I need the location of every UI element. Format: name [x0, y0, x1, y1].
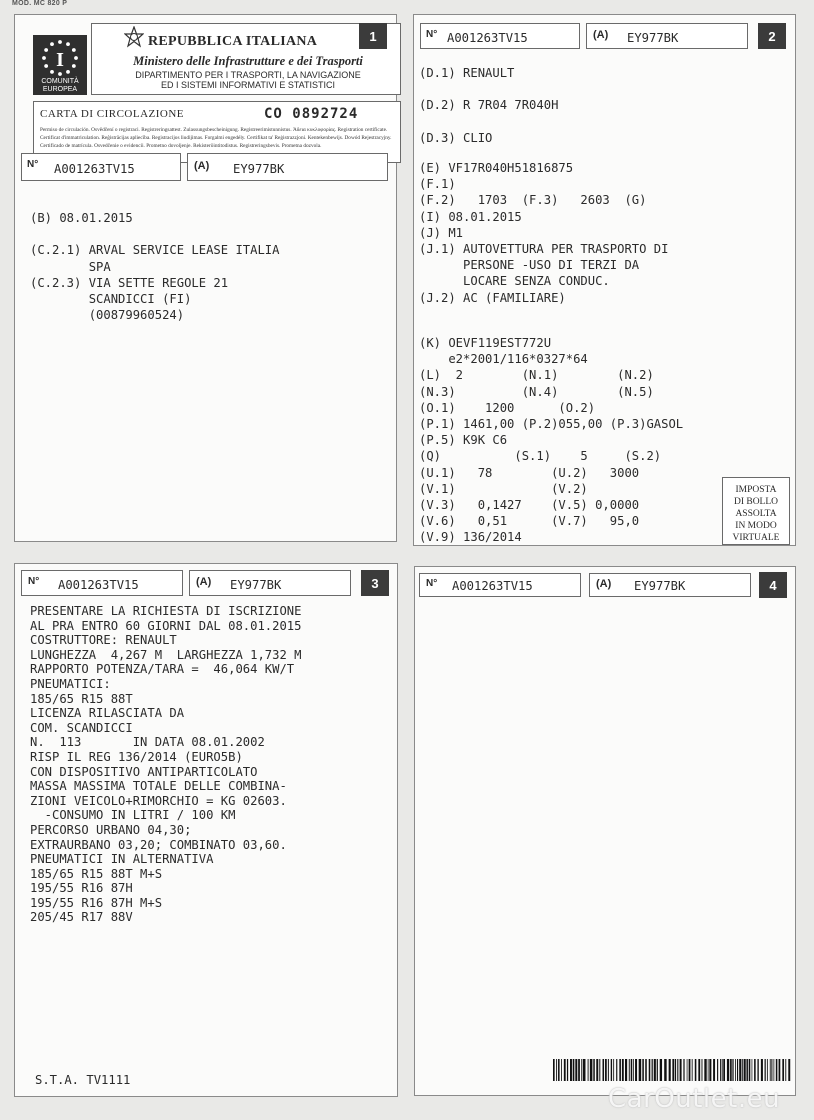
- barcode-bar: [708, 1059, 709, 1081]
- barcode-bar: [737, 1059, 738, 1081]
- barcode-bar: [770, 1059, 771, 1081]
- eu-star: [72, 48, 76, 52]
- technical-line: (V.1) (V.2): [419, 481, 588, 496]
- plate-box: [589, 573, 751, 597]
- note-line: AL PRA ENTRO 60 GIORNI DAL 08.01.2015: [30, 618, 302, 633]
- barcode-bar: [631, 1059, 633, 1081]
- barcode-bar: [709, 1059, 711, 1081]
- barcode-bar: [727, 1059, 729, 1081]
- barcode-bar: [583, 1059, 585, 1081]
- plate-box: [586, 23, 748, 49]
- note-line: COM. SCANDICCI: [30, 720, 133, 735]
- barcode-bar: [629, 1059, 630, 1081]
- plate-label: (A): [596, 578, 612, 590]
- barcode-bar: [732, 1059, 733, 1081]
- sta-footer: S.T.A. TV1111: [35, 1073, 131, 1087]
- doc-number-label: N°: [28, 576, 40, 587]
- barcode-bar: [702, 1059, 703, 1081]
- plate-box: [187, 153, 388, 181]
- barcode-bar: [788, 1059, 790, 1081]
- note-line: 185/65 R15 88T M+S: [30, 866, 163, 881]
- holder-line: SPA: [30, 259, 111, 274]
- technical-data-section: [419, 335, 683, 546]
- make-line: [419, 114, 558, 130]
- make-line: [419, 81, 558, 97]
- note-line: PNEUMATICI:: [30, 676, 111, 691]
- imposta-line: IMPOSTA: [735, 485, 777, 495]
- plate-value: EY977BK: [233, 162, 285, 176]
- eu-star: [42, 56, 46, 60]
- holder-line: (00879960524): [30, 308, 185, 323]
- barcode-bar: [689, 1059, 691, 1081]
- barcode-bar: [622, 1059, 624, 1081]
- barcode-bar: [596, 1059, 598, 1081]
- barcode-bar: [683, 1059, 684, 1081]
- technical-line: (O.1) 1200 (O.2): [419, 400, 596, 415]
- barcode-bar: [605, 1059, 607, 1081]
- identity-line: (J.1) AUTOVETTURA PER TRASPORTO DI: [419, 242, 669, 257]
- barcode-bar: [785, 1059, 786, 1081]
- eu-star: [66, 42, 70, 46]
- barcode-bar: [581, 1059, 582, 1081]
- doc-number-box: [419, 573, 581, 597]
- note-line: LICENZA RILASCIATA DA: [30, 706, 185, 721]
- note-line: EXTRAURBANO 03,20; COMBINATO 03,60.: [30, 837, 287, 852]
- doc-number-value: A001263TV15: [54, 162, 135, 176]
- barcode-bar: [645, 1059, 647, 1081]
- note-line: N. 113 IN DATA 08.01.2002: [30, 735, 265, 750]
- holder-line: (C.2.1) ARVAL SERVICE LEASE ITALIA: [30, 243, 280, 258]
- identity-line: (F.2) 1703 (F.3) 2603 (G): [419, 193, 647, 208]
- barcode-graphic: [553, 1059, 791, 1081]
- barcode-bar: [722, 1059, 723, 1081]
- barcode-bar: [660, 1059, 662, 1081]
- technical-line: e2*2001/116*0327*64: [419, 352, 588, 367]
- department-line1: DIPARTIMENTO PER I TRASPORTI, LA NAVIGAZIONE: [135, 70, 361, 80]
- eu-star: [50, 70, 54, 74]
- carta-number: CO 0892724: [264, 106, 359, 122]
- barcode-bar: [635, 1059, 637, 1081]
- barcode-bar: [556, 1059, 557, 1081]
- republic-title: REPUBBLICA ITALIANA: [148, 34, 318, 49]
- note-line: MASSA MASSIMA TOTALE DELLE COMBINA-: [30, 779, 287, 794]
- imposta-line: DI BOLLO: [733, 497, 779, 507]
- barcode-bar: [774, 1059, 775, 1081]
- ministry-header: [91, 23, 401, 95]
- page-1: [14, 14, 397, 542]
- watermark-text: CarOutlet.eu: [608, 1084, 781, 1114]
- note-line: -CONSUMO IN LITRI / 100 KM: [30, 808, 236, 823]
- barcode-bar: [717, 1059, 718, 1081]
- note-line: RAPPORTO POTENZA/TARA = 46,064 KW/T: [30, 662, 295, 677]
- note-line: RISP IL REG 136/2014 (EURO5B): [30, 749, 243, 764]
- holder-section: [30, 210, 279, 323]
- eu-star: [44, 48, 48, 52]
- vehicle-make-section: [419, 65, 558, 146]
- doc-number-box: [21, 153, 181, 181]
- barcode-bar: [779, 1059, 781, 1081]
- barcode-bar: [739, 1059, 741, 1081]
- page-number-badge: 2: [758, 23, 786, 49]
- eu-star: [50, 42, 54, 46]
- doc-number-value: A001263TV15: [447, 31, 528, 45]
- barcode-bar: [625, 1059, 627, 1081]
- barcode-bar: [611, 1059, 612, 1081]
- plate-label: (A): [196, 576, 212, 588]
- barcode-bar: [771, 1059, 772, 1081]
- barcode-bar: [570, 1059, 572, 1081]
- barcode-bar: [698, 1059, 700, 1081]
- make-line: (D.2) R 7R04 7R040H: [419, 98, 559, 113]
- barcode-bar: [742, 1059, 743, 1081]
- barcode-bar: [677, 1059, 678, 1081]
- barcode-bar: [680, 1059, 682, 1081]
- page-2: [413, 14, 796, 546]
- note-line: PRESENTARE LA RICHIESTA DI ISCRIZIONE: [30, 604, 302, 618]
- holder-line: (B) 08.01.2015: [30, 211, 133, 225]
- technical-line: (P.1) 1461,00 (P.2)055,00 (P.3)GASOL: [419, 417, 684, 432]
- page-4: [414, 566, 796, 1096]
- barcode-bar: [713, 1059, 715, 1081]
- barcode-bar: [578, 1059, 580, 1081]
- eu-star: [58, 72, 62, 76]
- page-number-badge: 3: [361, 570, 389, 596]
- barcode-bar: [767, 1059, 768, 1081]
- barcode-bar: [675, 1059, 676, 1081]
- holder-line: SCANDICCI (FI): [30, 292, 192, 307]
- technical-line: (L) 2 (N.1) (N.2): [419, 368, 654, 383]
- barcode-bar: [573, 1059, 575, 1081]
- barcode-bar: [752, 1059, 753, 1081]
- italian-emblem-icon: [124, 26, 144, 50]
- doc-number-value: A001263TV15: [452, 579, 533, 593]
- holder-line: [30, 226, 279, 242]
- doc-number-box: [420, 23, 580, 49]
- note-line: COSTRUTTORE: RENAULT: [30, 633, 177, 648]
- barcode-bar: [599, 1059, 600, 1081]
- barcode-bar: [704, 1059, 706, 1081]
- barcode-bar: [553, 1059, 555, 1081]
- barcode-bar: [588, 1059, 589, 1081]
- vehicle-identity-section: [419, 160, 668, 306]
- page-number-badge: 1: [359, 23, 387, 49]
- imposta-line: IN MODO: [735, 521, 777, 531]
- technical-line: (V.3) 0,1427 (V.5) 0,0000: [419, 498, 640, 513]
- carta-title: CARTA DI CIRCOLAZIONE: [40, 108, 185, 120]
- identity-line: PERSONE -USO DI TERZI DA: [419, 258, 640, 273]
- identity-line: (F.1): [419, 177, 456, 192]
- barcode-bar: [633, 1059, 634, 1081]
- barcode-bar: [590, 1059, 593, 1081]
- note-line: LUNGHEZZA 4,267 M LARGHEZZA 1,732 M: [30, 647, 302, 662]
- ministry-name: Ministero delle Infrastrutture e dei Trasporti: [133, 54, 363, 68]
- barcode-bar: [561, 1059, 562, 1081]
- imposta-line: VIRTUALE: [732, 533, 780, 543]
- page-3: [14, 563, 398, 1097]
- technical-line: (V.6) 0,51 (V.7) 95,0: [419, 514, 640, 529]
- doc-number-box: [21, 570, 183, 596]
- barcode-bar: [608, 1059, 609, 1081]
- page-number-badge: 4: [759, 572, 787, 598]
- plate-value: EY977BK: [634, 579, 686, 593]
- technical-line: (K) OEVF119EST772U: [419, 336, 552, 350]
- eu-caption-line1: COMUNITÀ: [41, 78, 79, 85]
- barcode-bar: [723, 1059, 725, 1081]
- identity-line: (J) M1: [419, 225, 464, 240]
- barcode-bar: [616, 1059, 617, 1081]
- doc-number-label: N°: [426, 29, 438, 40]
- barcode-bar: [558, 1059, 560, 1081]
- barcode-bar: [672, 1059, 674, 1081]
- barcode-bar: [664, 1059, 666, 1081]
- eu-star: [44, 64, 48, 68]
- eu-flag-emblem: [33, 35, 87, 95]
- barcode-bar: [593, 1059, 595, 1081]
- note-line: ZIONI VEICOLO+RIMORCHIO = KG 02603.: [30, 793, 287, 808]
- eu-star: [58, 40, 62, 44]
- barcode-bar: [746, 1059, 747, 1081]
- note-line: CON DISPOSITIVO ANTIPARTICOLATO: [30, 764, 258, 779]
- eu-country-letter: I: [56, 49, 64, 71]
- doc-number-label: N°: [426, 578, 438, 589]
- barcode-bar: [639, 1059, 642, 1081]
- note-line: 205/45 R17 88V: [30, 910, 133, 925]
- make-line: (D.1) RENAULT: [419, 66, 515, 80]
- barcode-bar: [754, 1059, 756, 1081]
- technical-line: (P.5) K9K C6: [419, 433, 508, 448]
- barcode-bar: [735, 1059, 736, 1081]
- holder-line: (C.2.3) VIA SETTE REGOLE 21: [30, 275, 229, 290]
- note-line: 185/65 R15 88T: [30, 691, 133, 706]
- barcode-bar: [757, 1059, 758, 1081]
- multilingual-title-text: Permiso de circulación. Osvědčení o registraci. Registreringsattest. Zulassungsbescheinigung. Registreerimistunnistus. Άδεια κυκλοφορίας. Registration certificate. Certificat d'immatriculation. Reģistrācijas apliecība. Registracijos liudijimas. Forgalmi engedély. Certifikat ta' Reġistrazzjoni. Kentekenbewijs. Dowód Rejestracyjny. Certificado de matrícula. Osvedčenie o evidencii. Prometno dovoljenje. Rekisteröintitodistus. Registreringsbevis. Prometna dozvola.: [40, 127, 392, 149]
- make-line: (D.3) CLIO: [419, 130, 493, 145]
- eu-caption-line2: EUROPEA: [42, 86, 78, 93]
- barcode-bar: [652, 1059, 653, 1081]
- identity-line: (E) VF17R040H51816875: [419, 161, 574, 175]
- doc-number-label: N°: [27, 159, 39, 170]
- barcode-bar: [720, 1059, 721, 1081]
- barcode-bar: [649, 1059, 651, 1081]
- barcode-bar: [669, 1059, 671, 1081]
- technical-line: (Q) (S.1) 5 (S.2): [419, 449, 662, 464]
- doc-number-value: A001263TV15: [58, 578, 139, 592]
- barcode-bar: [744, 1059, 746, 1081]
- barcode-bar: [564, 1059, 566, 1081]
- note-line: 195/55 R16 87H: [30, 881, 133, 896]
- eu-star: [74, 56, 78, 60]
- barcode-bar: [730, 1059, 732, 1081]
- note-line: PERCORSO URBANO 04,30;: [30, 822, 192, 837]
- note-line: 195/55 R16 87H M+S: [30, 895, 163, 910]
- barcode-bar: [692, 1059, 693, 1081]
- barcode-bar: [761, 1059, 763, 1081]
- identity-line: (I) 08.01.2015: [419, 209, 522, 224]
- imposta-bollo-box: [722, 477, 790, 545]
- barcode-bar: [687, 1059, 688, 1081]
- barcode-bar: [575, 1059, 577, 1081]
- barcode-bar: [695, 1059, 697, 1081]
- eu-star: [72, 64, 76, 68]
- eu-star: [66, 70, 70, 74]
- technical-line: (N.3) (N.4) (N.5): [419, 384, 654, 399]
- barcode-bar: [603, 1059, 605, 1081]
- barcode-bar: [642, 1059, 644, 1081]
- barcode-bar: [749, 1059, 751, 1081]
- notes-section: [30, 604, 302, 925]
- plate-label: (A): [194, 160, 210, 172]
- department-line2: ED I SISTEMI INFORMATIVI E STATISTICI: [160, 80, 335, 90]
- barcode-bar: [782, 1059, 784, 1081]
- note-line: PNEUMATICI IN ALTERNATIVA: [30, 852, 214, 867]
- identity-line: LOCARE SENZA CONDUC.: [419, 274, 610, 289]
- eu-stars-icon: [38, 37, 82, 79]
- technical-line: (V.9) 136/2014: [419, 530, 522, 545]
- barcode-bar: [657, 1059, 658, 1081]
- barcode-bar: [619, 1059, 621, 1081]
- form-model-label: MOD. MC 820 P: [12, 0, 68, 7]
- barcode-bar: [567, 1059, 568, 1081]
- imposta-line: ASSOLTA: [735, 509, 777, 519]
- identity-line: (J.2) AC (FAMILIARE): [419, 290, 566, 305]
- plate-value: EY977BK: [230, 578, 282, 592]
- plate-value: EY977BK: [627, 31, 679, 45]
- plate-box: [189, 570, 351, 596]
- barcode-bar: [654, 1059, 656, 1081]
- barcode-bar: [765, 1059, 766, 1081]
- barcode-bar: [613, 1059, 614, 1081]
- technical-line: (U.1) 78 (U.2) 3000: [419, 465, 640, 480]
- plate-label: (A): [593, 29, 609, 41]
- barcode-bar: [776, 1059, 778, 1081]
